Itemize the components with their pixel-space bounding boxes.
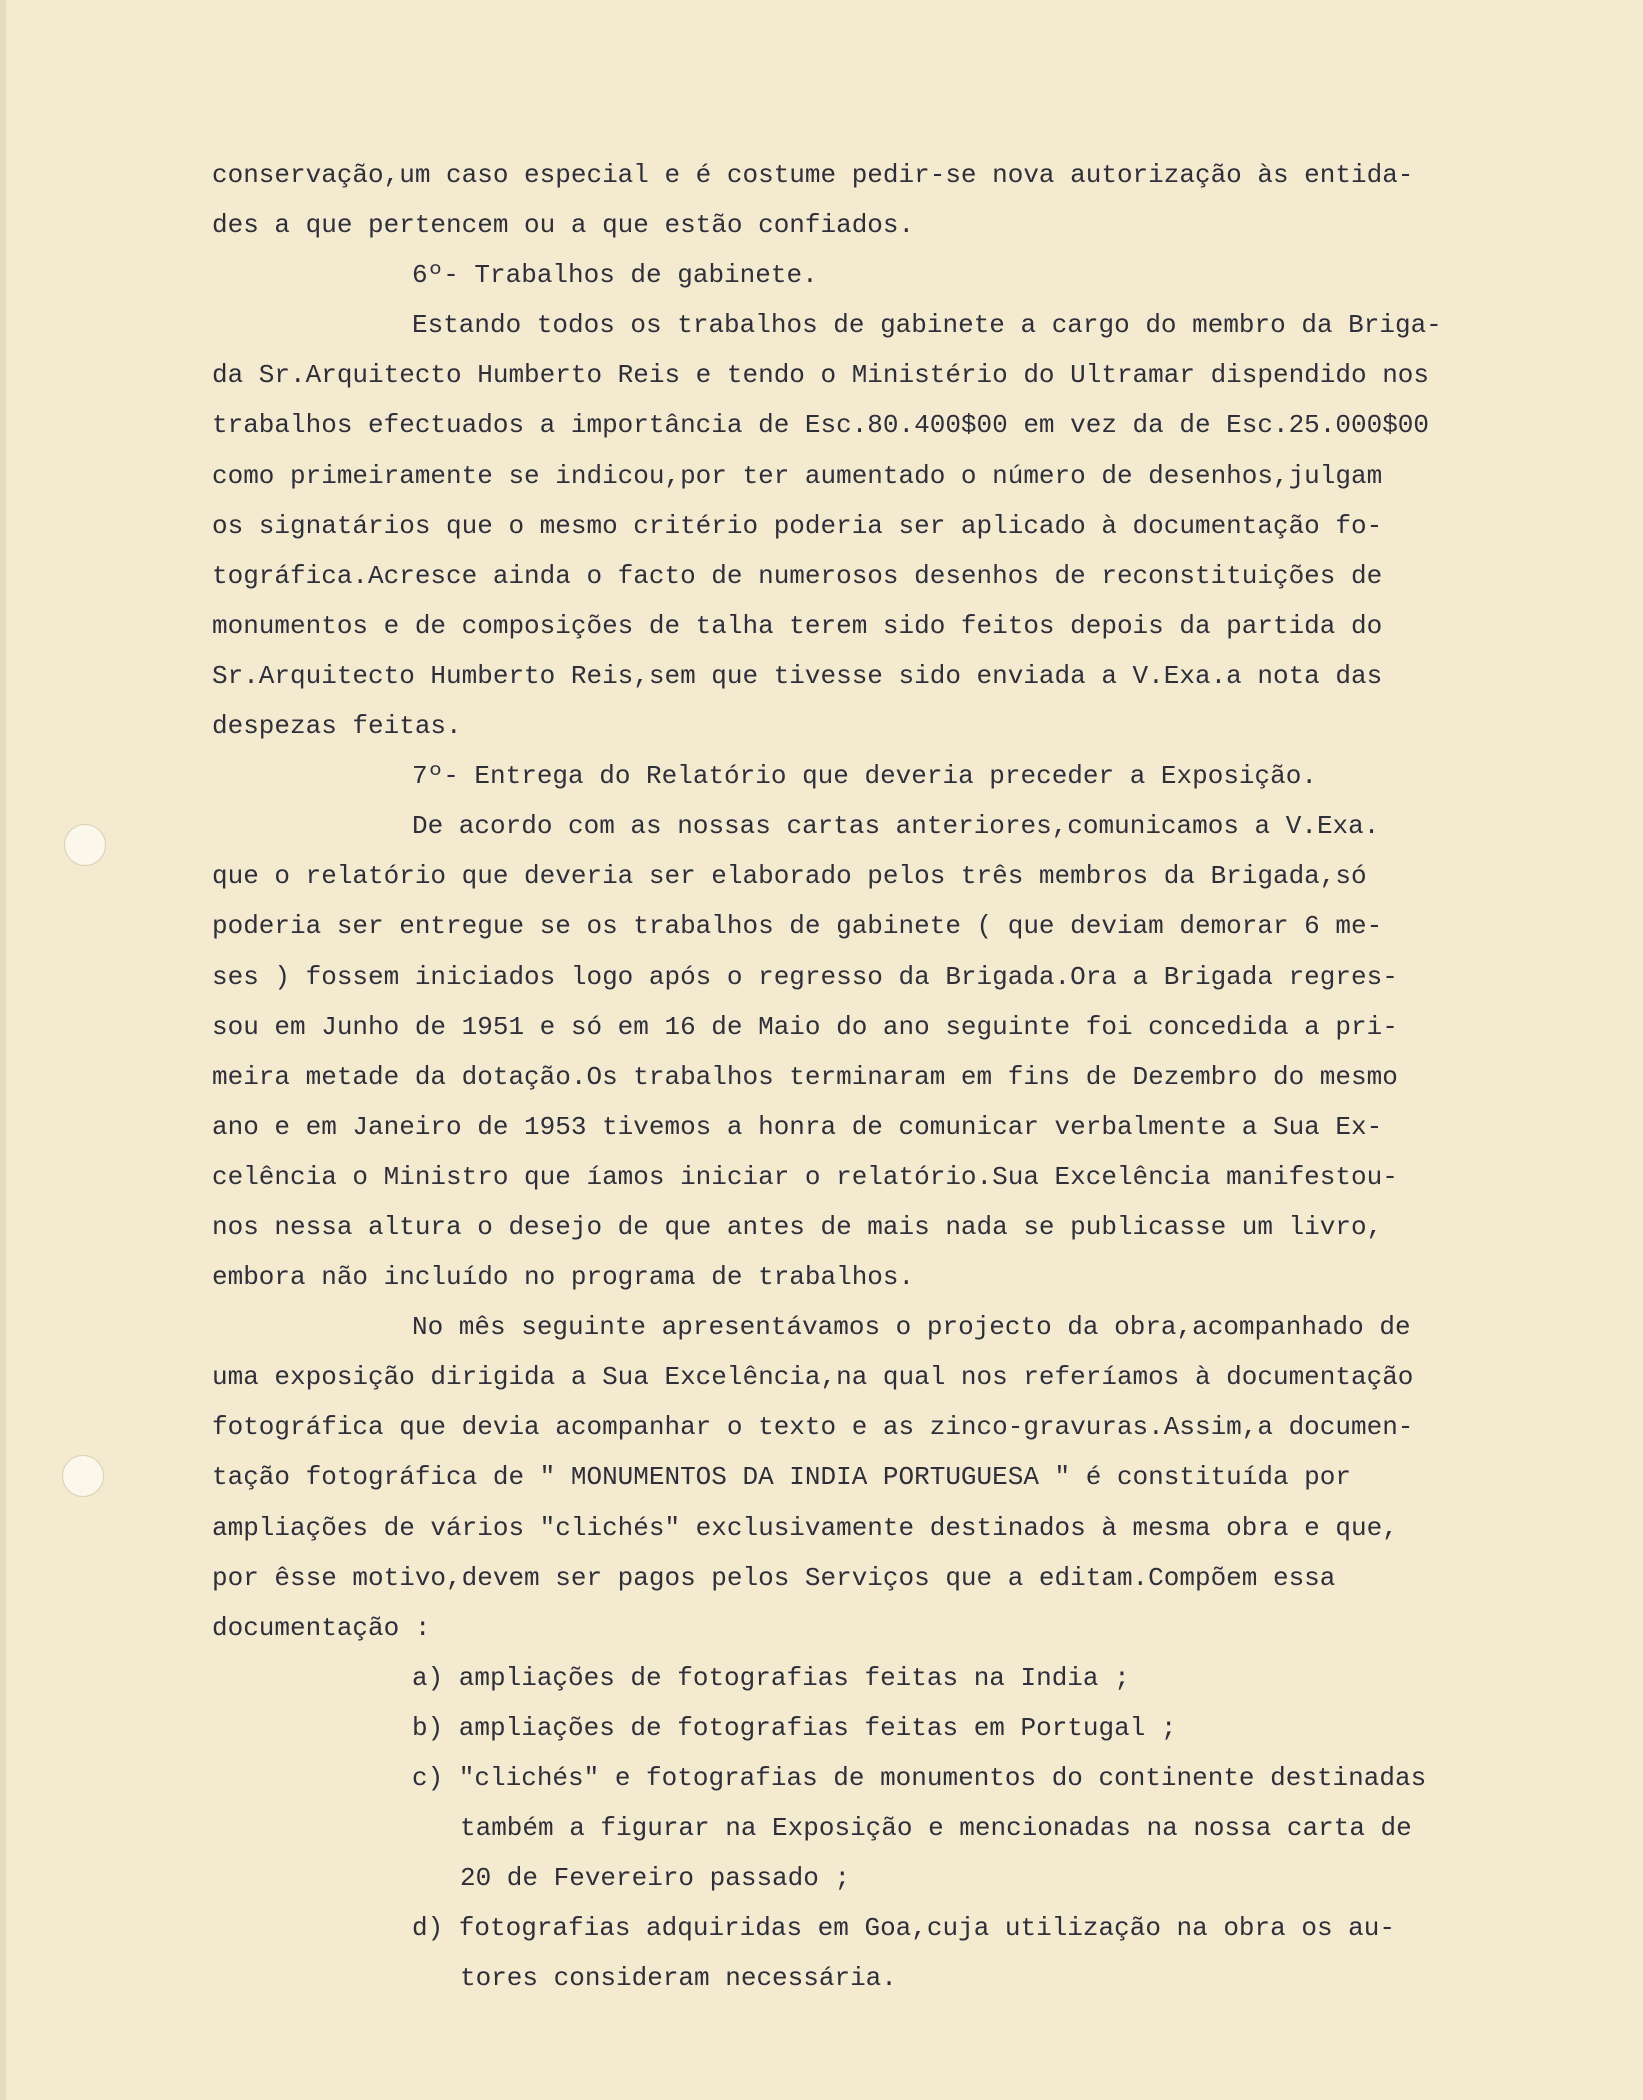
page-edge [0, 0, 6, 2100]
text-line: nos nessa altura o desejo de que antes de mais nada se publicasse um livro, [212, 1211, 1383, 1242]
text-line: poderia ser entregue se os trabalhos de gabinete ( que deviam demorar 6 me- [212, 911, 1383, 942]
text-line: monumentos e de composições de talha terem sido feitos depois da partida do [212, 610, 1383, 641]
text-line: meira metade da dotação.Os trabalhos terminaram em fins de Dezembro do mesmo [212, 1061, 1398, 1092]
text-line: tação fotográfica de " MONUMENTOS DA INDIA PORTUGUESA " é constituída por [212, 1462, 1351, 1493]
text-line: celência o Ministro que íamos iniciar o relatório.Sua Excelência manifestou- [212, 1161, 1398, 1192]
text-line: ses ) fossem iniciados logo após o regresso da Brigada.Ora a Brigada regres- [212, 961, 1398, 992]
text-line: ampliações de vários "clichés" exclusivamente destinados à mesma obra e que, [212, 1512, 1398, 1543]
text-line: os signatários que o mesmo critério poderia ser aplicado à documentação fo- [212, 510, 1383, 541]
text-line: por êsse motivo,devem ser pagos pelos Serviços que a editam.Compõem essa [212, 1562, 1336, 1593]
text-line: como primeiramente se indicou,por ter aumentado o número de desenhos,julgam [212, 460, 1383, 491]
text-line: da Sr.Arquitecto Humberto Reis e tendo o Ministério do Ultramar dispendido nos [212, 360, 1429, 391]
list-item: a) ampliações de fotografias feitas na India ; [412, 1662, 1130, 1693]
text-line: sou em Junho de 1951 e só em 16 de Maio do ano seguinte foi concedida a pri- [212, 1011, 1398, 1042]
text-line: Estando todos os trabalhos de gabinete a cargo do membro da Briga- [412, 310, 1442, 341]
text-line: documentação : [212, 1612, 431, 1643]
punch-hole-top [64, 824, 106, 866]
list-item: b) ampliações de fotografias feitas em Portugal ; [412, 1712, 1177, 1743]
list-item-continuation: tores consideram necessária. [460, 1963, 897, 1994]
text-line: embora não incluído no programa de trabalhos. [212, 1262, 915, 1293]
section-heading: 6º- Trabalhos de gabinete. [412, 260, 818, 291]
list-item: d) fotografias adquiridas em Goa,cuja utilização na obra os au- [412, 1913, 1395, 1944]
typewritten-letter-body [212, 150, 1522, 2003]
text-line: uma exposição dirigida a Sua Excelência,na qual nos referíamos à documentação [212, 1362, 1414, 1393]
list-item-continuation: também a figurar na Exposição e mencionadas na nossa carta de [460, 1813, 1412, 1844]
text-line: des a que pertencem ou a que estão confiados. [212, 210, 915, 241]
list-item: c) "clichés" e fotografias de monumentos do continente destinadas [412, 1763, 1427, 1793]
text-line: No mês seguinte apresentávamos o projecto da obra,acompanhado de [412, 1312, 1411, 1343]
text-line: conservação,um caso especial e é costume pedir-se nova autorização às entida- [212, 160, 1414, 190]
text-line: tográfica.Acresce ainda o facto de numerosos desenhos de reconstituições de [212, 560, 1383, 591]
section-heading: 7º- Entrega do Relatório que deveria preceder a Exposição. [412, 761, 1317, 792]
text-line: fotográfica que devia acompanhar o texto e as zinco-gravuras.Assim,a documen- [212, 1412, 1414, 1443]
text-line: ano e em Janeiro de 1953 tivemos a honra de comunicar verbalmente a Sua Ex- [212, 1111, 1383, 1142]
text-line: Sr.Arquitecto Humberto Reis,sem que tivesse sido enviada a V.Exa.a nota das [212, 660, 1383, 691]
text-line: De acordo com as nossas cartas anteriores,comunicamos a V.Exa. [412, 811, 1380, 842]
text-line: que o relatório que deveria ser elaborado pelos três membros da Brigada,só [212, 861, 1367, 892]
punch-hole-bottom [62, 1455, 104, 1497]
text-line: trabalhos efectuados a importância de Esc.80.400$00 em vez da de Esc.25.000$00 [212, 410, 1429, 441]
list-item-continuation: 20 de Fevereiro passado ; [460, 1863, 851, 1894]
text-line: despezas feitas. [212, 711, 462, 742]
